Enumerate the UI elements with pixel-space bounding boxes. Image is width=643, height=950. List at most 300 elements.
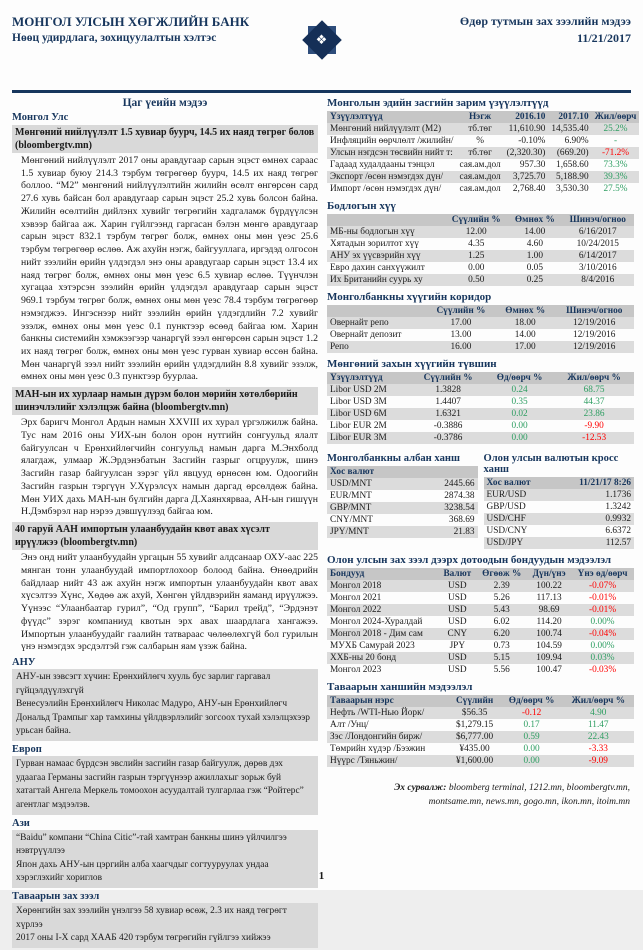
- table-cell: 0.00%: [590, 617, 615, 627]
- table-cell: 957.30: [519, 160, 546, 170]
- region-heading: Монгол Улс: [12, 112, 69, 123]
- table-cell: -0.3786: [433, 433, 463, 443]
- table-cell: 0.24: [511, 385, 528, 395]
- table-cell: 3/10/2016: [578, 263, 617, 273]
- column-header: Жил/өөрч %: [563, 695, 634, 707]
- table-cell: МБ-ны бодлогын хүү: [330, 227, 415, 237]
- sources-note: [327, 781, 634, 810]
- news-headline: МАН-ын их хурлаар намын дүрэм болон мөрийн хөтөлбөрийн шинэчлэлийг хэлэлцэж байна (bloombergtv.mn): [12, 387, 318, 415]
- table-row: [327, 743, 634, 755]
- table-cell: Төмрийн хүдэр /Бээжин: [330, 744, 426, 754]
- table-cell: Хятадын зорилтот хүү: [330, 239, 419, 249]
- table-cell: 12/19/2016: [573, 330, 616, 340]
- table-row: [327, 731, 634, 743]
- table-cell: Гадаад худалдааны тэнцэл: [330, 160, 435, 170]
- bank-logo-icon: [298, 16, 346, 64]
- bonds-table: [327, 568, 634, 676]
- official-fx-table: [327, 466, 478, 538]
- table-cell: 1.25: [468, 251, 485, 261]
- table-cell: 1.6321: [435, 409, 461, 419]
- table-cell: 117.13: [536, 593, 562, 603]
- table-cell: 0.00: [468, 263, 485, 273]
- table-cell: 112.57: [605, 538, 631, 548]
- table-cell: 0.00: [523, 744, 540, 754]
- table-cell: 3238.54: [444, 503, 475, 513]
- commodities-table: [327, 695, 634, 767]
- table-cell: 5.56: [493, 665, 510, 675]
- table-cell: 2.39: [493, 581, 510, 591]
- table-cell: USD: [448, 653, 467, 663]
- news-brief: Япон дахь АНУ-ын цэргийн алба хаагчдыг согтууруулах ундаа хэрэглэхийг хориглов: [16, 859, 269, 884]
- content-columns: [12, 96, 637, 950]
- econ-indicators-table: [327, 111, 639, 195]
- bonds-title: Олон улсын зах зээл дээрх дотоодын бондуудын мэдээлэл: [327, 554, 612, 566]
- table-cell: 1,658.60: [556, 160, 589, 170]
- table-cell: Монгол 2023: [330, 665, 382, 675]
- table-cell: 0.03%: [590, 653, 615, 663]
- column-header: Бондууд: [327, 568, 438, 580]
- table-cell: $1,279.15: [456, 720, 494, 730]
- table-cell: 100.22: [536, 581, 562, 591]
- table-cell: 4.90: [590, 708, 607, 718]
- news-brief-block: [12, 756, 318, 815]
- table-row: [327, 526, 478, 538]
- table-cell: 1.3242: [605, 502, 631, 512]
- table-cell: 13.00: [450, 330, 472, 340]
- table-row: [327, 514, 478, 526]
- table-cell: -0.01%: [588, 593, 617, 603]
- table-cell: 4.60: [526, 239, 543, 249]
- table-cell: 23.86: [583, 409, 605, 419]
- table-cell: 22.43: [587, 732, 609, 742]
- table-row: [327, 707, 634, 719]
- table-cell: 1.3828: [435, 385, 461, 395]
- table-cell: 68.75: [583, 385, 605, 395]
- table-row: [327, 317, 634, 329]
- region-heading: АНУ: [12, 656, 36, 668]
- table-cell: 11.47: [588, 720, 609, 730]
- table-cell: АНУ эх үүсвэрийн хүү: [330, 251, 421, 261]
- table-cell: 11,610.90: [508, 124, 546, 134]
- table-cell: EUR/MNT: [330, 491, 372, 501]
- table-cell: 5.15: [493, 653, 510, 663]
- column-header: [327, 305, 426, 317]
- table-cell: 0.00: [511, 421, 528, 431]
- table-cell: 1.1736: [605, 490, 631, 500]
- table-cell: 6.02: [493, 617, 510, 627]
- table-cell: 27.5%: [603, 184, 628, 194]
- table-cell: 2874.38: [444, 491, 475, 501]
- table-cell: %: [476, 136, 484, 146]
- table-cell: Монгол 2018: [330, 581, 382, 591]
- table-cell: USD/MNT: [330, 479, 372, 489]
- table-cell: USD: [448, 581, 467, 591]
- table-row: [484, 525, 635, 537]
- commodities-title: Таваарын ханшийн мэдээлэл: [327, 681, 473, 693]
- policy-rate-title: Бодлогын хүү: [327, 200, 396, 212]
- table-row: [327, 592, 634, 604]
- news-brief: АНУ-ын зэвсэгт хүчин: Ерөнхийлөгч хууль бус зарлиг гаргавал гүйцэлдүүлэхгүй: [16, 671, 271, 696]
- table-cell: Инфляцийн өөрчлөлт /жилийн/: [330, 136, 454, 146]
- table-cell: 100.47: [536, 665, 562, 675]
- official-fx-title: Монголбанкны албан ханш: [327, 453, 460, 464]
- table-row: [327, 274, 634, 286]
- column-header: Жил/өөрч %: [554, 372, 634, 384]
- table-row: [484, 489, 635, 501]
- table-cell: 12/19/2016: [573, 342, 616, 352]
- table-cell: 25.2%: [603, 124, 628, 134]
- table-cell: 6.20: [493, 629, 510, 639]
- region-heading: Европ: [12, 744, 42, 756]
- table-header-row: [327, 214, 634, 226]
- table-cell: 12/19/2016: [573, 318, 616, 328]
- table-row: [327, 238, 634, 250]
- table-row: [327, 159, 639, 171]
- table-cell: 5,188.90: [556, 172, 589, 182]
- table-cell: -12.53: [582, 433, 607, 443]
- table-cell: сая.ам.дол: [459, 160, 501, 170]
- bank-identity: [12, 14, 272, 44]
- table-header-row: [327, 695, 634, 707]
- table-row: [327, 171, 639, 183]
- table-cell: 0.00: [523, 756, 540, 766]
- table-cell: 2,768.40: [512, 184, 546, 194]
- table-header-row: [484, 477, 635, 489]
- table-row: [327, 719, 634, 731]
- table-cell: 39.3%: [603, 172, 628, 182]
- table-cell: 8/4/2016: [581, 275, 615, 285]
- table-row: [327, 755, 634, 767]
- column-header: Өгөөж %: [476, 568, 527, 580]
- table-cell: Мөнгөний нийлүүлэлт (М2): [330, 124, 442, 134]
- money-market-table: [327, 372, 634, 444]
- table-row: [327, 226, 634, 238]
- rate-corridor-table: [327, 305, 634, 353]
- column-header: Хос валют: [327, 466, 414, 478]
- table-cell: -0.04%: [588, 629, 617, 639]
- table-cell: -0.01%: [588, 605, 617, 615]
- cross-fx-table: [484, 477, 635, 549]
- table-cell: Монгол 2021: [330, 593, 382, 603]
- page-number: 1: [318, 870, 325, 882]
- table-cell: тб.төг: [468, 148, 492, 158]
- fx-section: [327, 449, 634, 549]
- table-row: [327, 640, 634, 652]
- table-cell: 17.00: [450, 318, 472, 328]
- table-cell: Libor USD 6M: [330, 409, 387, 419]
- region-heading: Таваарын зах зээл: [12, 891, 100, 903]
- column-header: 11/21/17 8:26: [553, 477, 634, 489]
- table-cell: 0.17: [523, 720, 540, 730]
- table-row: [327, 183, 639, 195]
- report-meta: [371, 14, 631, 46]
- table-cell: Евро дахин санхүүжилт: [330, 263, 425, 273]
- news-brief-block: [12, 903, 318, 948]
- table-cell: 368.69: [448, 515, 475, 525]
- table-header-row: [327, 111, 639, 123]
- column-header: Өд/өөрч %: [501, 695, 563, 707]
- column-header: Дүн/үнэ: [527, 568, 571, 580]
- column-header: 2017.10: [548, 111, 591, 123]
- table-cell: JPY/MNT: [330, 527, 369, 537]
- rate-corridor-title: Монголбанкны хүүгийн коридор: [327, 291, 492, 303]
- column-header: Сүүлийн: [449, 695, 501, 707]
- table-cell: Улсын нэгдсэн төсвийн нийт т:: [330, 148, 453, 158]
- table-cell: Нефть /WTI-Нью Йорк/: [330, 708, 425, 718]
- table-row: [327, 329, 634, 341]
- table-cell: 104.59: [536, 641, 562, 651]
- table-cell: -0.10%: [518, 136, 546, 146]
- table-cell: 98.69: [538, 605, 560, 615]
- table-row: [327, 408, 634, 420]
- column-header: Шинэч/огноо: [562, 214, 635, 226]
- table-cell: GBP/MNT: [330, 503, 372, 513]
- column-header: Шинэч/огноо: [554, 305, 634, 317]
- table-cell: CNY: [447, 629, 468, 639]
- table-header-row: [327, 372, 634, 384]
- commodities-section: [327, 681, 634, 767]
- bonds-section: [327, 554, 634, 676]
- table-row: [327, 616, 634, 628]
- column-header: Сүүлийн %: [426, 305, 496, 317]
- table-cell: 6/16/2017: [578, 227, 617, 237]
- department-name: Нөөц удирдлага, зохицуулалтын хэлтэс: [12, 32, 217, 44]
- table-row: [327, 580, 634, 592]
- column-header: Валют: [438, 568, 476, 580]
- table-cell: Зэс /Лондонгийн бирж/: [330, 732, 423, 742]
- news-brief: 2017 оны I-X сард ХААБ 420 тэрбум төгрөгийн гүйлгээ хийжээ: [16, 933, 271, 944]
- table-cell: 0.25: [526, 275, 543, 285]
- table-cell: 0.05: [526, 263, 543, 273]
- table-cell: 14.00: [514, 330, 536, 340]
- table-cell: -9.09: [588, 756, 608, 766]
- table-row: [327, 628, 634, 640]
- econ-indicators-section: [327, 97, 637, 195]
- table-header-row: [327, 466, 478, 478]
- column-header: Өмнөх %: [508, 214, 561, 226]
- table-cell: USD: [448, 665, 467, 675]
- table-cell: 109.94: [536, 653, 562, 663]
- table-cell: -0.03%: [588, 665, 617, 675]
- table-row: [484, 537, 635, 549]
- table-row: [327, 396, 634, 408]
- money-market-section: [327, 358, 634, 444]
- page-header: [12, 14, 631, 64]
- header-divider: [12, 90, 631, 93]
- table-cell: 6.6372: [605, 526, 631, 536]
- table-cell: Libor USD 3M: [330, 397, 387, 407]
- table-row: [327, 604, 634, 616]
- table-cell: 5.26: [493, 593, 510, 603]
- table-cell: Овернайт депозит: [330, 330, 402, 340]
- table-row: [327, 123, 639, 135]
- table-cell: 14,535.40: [551, 124, 589, 134]
- table-cell: -: [613, 136, 618, 146]
- cross-fx-block: [484, 449, 635, 549]
- column-header: Үнэ өд/өөрч: [571, 568, 634, 580]
- news-brief: Хөрөнгийн зах зээлийн үнэлгээ 58 хувиар өсөж, 2.3 их наяд төгрөгт хүрлээ: [16, 906, 287, 930]
- table-row: [327, 262, 634, 274]
- column-header: Өд/өөрч %: [485, 372, 554, 384]
- table-cell: ХХБ-ны 20 бонд: [330, 653, 397, 663]
- table-cell: Импорт /өсөн нэмэгдэх дүн/: [330, 184, 442, 194]
- table-cell: -0.3886: [433, 421, 463, 431]
- table-row: [327, 384, 634, 396]
- news-brief: “Baidu” компани “China Citic”-тай хамтран банкны шинэ үйлчилгээ нэвтрүүллээ: [16, 832, 287, 857]
- table-header-row: [327, 305, 634, 317]
- official-fx-block: [327, 449, 478, 549]
- news-groups: [12, 112, 318, 948]
- bank-name: МОНГОЛ УЛСЫН ХӨГЖЛИЙН БАНК: [12, 14, 250, 29]
- table-row: [327, 502, 478, 514]
- table-cell: Libor USD 2M: [330, 385, 387, 395]
- table-cell: Libor EUR 3M: [330, 433, 387, 443]
- report-date: 11/21/2017: [576, 31, 631, 45]
- table-cell: 2445.66: [444, 479, 475, 489]
- table-cell: CNY/MNT: [330, 515, 373, 525]
- table-cell: 5.43: [493, 605, 510, 615]
- table-cell: $6,777.00: [456, 732, 494, 742]
- table-row: [484, 513, 635, 525]
- column-header: Жил/өөрч: [592, 111, 640, 123]
- news-body: Энэ онд нийт улаанбуудайн ургацын 55 хувийг алдсанаар ОХУ-аас 225 мянган тонн улаанбуудай импортлохоор болоод байна. Өнөөдрийн байдлаар нийт 43 аж ахуйн нэгж импортын улаанбуудайн квот авах хүсэлтээ Хүнс, Хөдөө аж ахуй, Хөнгөн үйлдвэрийн яаманд ирүүлжээ. Үүнээс “Улаанбаатар гурил”, “Од групп”, “Барил трейд”, “Эрдэнэт фүүдс” зэрэг компаниуд квотын эрх авах шаардлага хангажээ. Импортын улаанбуудайг гаалийн татвараас чөлөөлөхгүй бол гурилын үнэ нэмэгдэх эрсдэлтэй гэж салбарын яам үзэж байна.: [21, 552, 318, 653]
- table-cell: Libor EUR 2M: [330, 421, 387, 431]
- table-cell: 114.20: [536, 617, 562, 627]
- column-header: Үзүүлэлтүүд: [327, 372, 411, 384]
- column-header: Сүүлийн %: [444, 214, 508, 226]
- table-cell: 4.35: [468, 239, 485, 249]
- table-cell: МУХБ Самурай 2023: [330, 641, 415, 651]
- table-row: [327, 135, 639, 147]
- table-cell: (2,320.30): [506, 148, 546, 158]
- table-cell: -9.90: [584, 421, 604, 431]
- table-cell: 44.37: [583, 397, 605, 407]
- table-cell: 3,530.30: [556, 184, 589, 194]
- table-cell: 14.00: [524, 227, 546, 237]
- table-cell: 10/24/2015: [576, 239, 619, 249]
- table-cell: -71.2%: [601, 148, 630, 158]
- table-cell: ¥1,600.00: [456, 756, 494, 766]
- table-row: [327, 490, 478, 502]
- sources-label: Эх сурвалж:: [394, 783, 447, 793]
- table-row: [327, 432, 634, 444]
- table-cell: Экспорт /өсөн нэмэгдэх дүн/: [330, 172, 444, 182]
- data-column: [327, 96, 637, 950]
- table-header-row: [327, 568, 634, 580]
- table-cell: 0.35: [511, 397, 528, 407]
- column-header: Сүүлийн %: [411, 372, 485, 384]
- table-cell: тб.төг: [468, 124, 492, 134]
- table-cell: 0.02: [511, 409, 528, 419]
- table-cell: GBP/USD: [486, 502, 526, 512]
- table-cell: 0.50: [468, 275, 485, 285]
- money-market-title: Мөнгөний захын хүүгийн түвшин: [327, 358, 497, 370]
- policy-rate-table: [327, 214, 634, 286]
- table-cell: Монгол 2018 - Дим сам: [330, 629, 423, 639]
- table-cell: 18.00: [514, 318, 536, 328]
- table-cell: 6/14/2017: [578, 251, 617, 261]
- sources-line1: bloomberg terminal, 1212.mn, bloombergtv.mn,: [448, 783, 630, 793]
- table-cell: сая.ам.дол: [459, 172, 501, 182]
- report-title: Өдөр тутмын зах зээлийн мэдээ: [459, 14, 631, 28]
- table-cell: Их Британийн суурь ху: [330, 275, 423, 285]
- table-row: [327, 341, 634, 353]
- news-body: Эрх баригч Монгол Ардын намын XXVIII их хурал үргэлжилж байна. Тус нам 2016 оны УИХ-ын болон орон нутгийн сонгуульд ялалт байгуулсан ч Ерөнхийлөгчийн сонгуульд намын дарга М.Энхболд ялагдаж, улмаар Ж.Эрдэнэбатын Засгийн газрыг огцруулж, шинэ Засгийн газар байгуулсан зэрэг үйл явцууд өрнөсөн юм. Одоогийн Засгийн газрын тэргүүн У.Хүрэлсүх намын даргад өрсөлдөж байна. Мөн УИХ дахь МАН-ын бүлгийн дарга Д.Хаянхярваа, АН-ын гишүүн Н.Дэмбэрэл нар нэрээ дэвшүүлээд байгаа юм.: [21, 417, 318, 518]
- column-header: Таваарын нэрс: [327, 695, 449, 707]
- table-row: [327, 147, 639, 159]
- table-cell: -3.33: [588, 744, 608, 754]
- table-row: [327, 652, 634, 664]
- news-headline: Мөнгөний нийлүүлэлт 1.5 хувиар буурч, 14.5 их наяд төгрөг болов (bloombergtv.mn): [12, 125, 318, 153]
- table-cell: 0.00%: [590, 641, 615, 651]
- table-cell: 6.90%: [564, 136, 589, 146]
- table-cell: Репо: [330, 342, 349, 352]
- table-cell: Монгол 2022: [330, 605, 382, 615]
- table-cell: USD: [448, 605, 467, 615]
- table-cell: USD/CNY: [486, 526, 528, 536]
- table-row: [327, 420, 634, 432]
- news-body: Мөнгөний нийлүүлэлт 2017 оны аравдугаар сарын эцэст өмнөх сараас 1.5 хувиар буюу 214.3 тэрбум төгрөгөөр буурч, 14.5 их наяд төгрөг боллоо. “М2” мөнгөний нийлүүлэлтийн жилийн өсөлт өнгөрсөн сард 27.6 хувь байсан бол аравдугаар сарын эцэст 25.2 хувь болсон байна. Жилийн өсөлтийн дийлэнх хувийг төгрөгийн хадгаламж бүрдүүлсэн хэвээр байгаа аж. Харин гүйлгээнд гаргасан бэлэн мөнгө аравдугаар сарын эцэст 832.1 тэрбум төгрөг болж, өмнөх оны мөн үеэс 25.6 тэрбум төгрөгөөр өслөө. Аж ахуйн нэгж, байгууллага, иргэдэд олгосон нийт зээлийн өрийн үлдэгдэл энэ оны аравдугаар сарын эцэст 13.4 их наяд төгрөг болж, өмнөх оны мөн үеэс 6.5 хувиар өслөө. Түүнчлэн хугацаа хэтэрсэн зээлийн өрийн үлдэгдэл аравдугаар сарын эцэст 969.1 тэрбум төгрөг болж, өмнөх оны мөн үеэс 78.4 тэрбум төгрөгөөр нэмэгджээ. Ингэснээр нийт зээлийн өрийн үлдэгдлийн 7.2 хувийг эзэлж, өмнөх оны мөн үеэс 0.1 пунктээр өсөөд байгаа юм. Харин банкны системийн хэмжээгээр чанаргүй зээл өнгөрсөн сарын эцэст 1.2 их наяд төгрөг болж, өмнөх оны мөн үеэс гурван хувиар өссөн байна. Мөн чанаргүй зээл нийт зээлийн өрийн үлдэгдлийн 8.8 хувийг эзэлж, өмнөх оны мөн үеэс 0.3 пунктээр буурлаа.: [21, 155, 318, 383]
- column-header: Өмнөх %: [496, 305, 555, 317]
- table-row: [484, 501, 635, 513]
- rate-corridor-section: [327, 291, 634, 353]
- column-header: 2016.10: [504, 111, 549, 123]
- table-row: [327, 664, 634, 676]
- table-cell: ¥435.00: [459, 744, 490, 754]
- table-cell: USD/CHF: [486, 514, 526, 524]
- table-cell: Овернайт репо: [330, 318, 389, 328]
- table-cell: 73.3%: [603, 160, 628, 170]
- table-cell: 0.73: [493, 641, 510, 651]
- sources-line2: montsame.mn, news.mn, gogo.mn, ikon.mn, itoim.mn: [428, 797, 630, 808]
- table-cell: -0.12: [521, 708, 542, 718]
- table-cell: 0.59: [523, 732, 540, 742]
- column-header: [327, 214, 444, 226]
- table-cell: USD: [448, 617, 467, 627]
- table-cell: (669.20): [556, 148, 589, 158]
- table-cell: USD/JPY: [486, 538, 524, 548]
- table-cell: 17.00: [514, 342, 536, 352]
- table-cell: 1.00: [526, 251, 543, 261]
- cross-fx-title: Олон улсын валютын кросс ханш: [483, 453, 619, 475]
- column-header: [414, 466, 477, 478]
- column-header: Үзүүлэлтүүд: [327, 111, 456, 123]
- table-cell: 21.83: [453, 527, 475, 537]
- table-cell: Монгол 2024-Хуралдай: [330, 617, 423, 627]
- table-cell: сая.ам.дол: [459, 184, 501, 194]
- table-cell: 1.4407: [435, 397, 461, 407]
- table-cell: Нүүрс /Тяньжин/: [330, 756, 398, 766]
- table-cell: USD: [448, 593, 467, 603]
- econ-indicators-title: Монголын эдийн засгийн зарим үзүүлэлтүүд: [327, 97, 549, 109]
- news-brief: Венесуэлийн Ерөнхийлөгч Николас Мадуро, АНУ-ын Ерөнхийлөгч Дональд Трампыг хар тамхины үйлдвэрлэлийг зогсоох тухай хэлэлцэхээр урьсан байна.: [16, 699, 310, 737]
- news-headline: 40 гаруй ААН импортын улаанбуудайн квот авах хүсэлт ирүүлжээ (bloombergtv.mn): [12, 522, 318, 550]
- policy-rate-section: [327, 200, 634, 286]
- table-cell: 12.00: [465, 227, 487, 237]
- news-column: [12, 96, 318, 950]
- table-cell: Алт /Унц/: [330, 720, 369, 730]
- column-header: Хос валют: [484, 477, 554, 489]
- table-cell: $56.35: [461, 708, 488, 718]
- logo-ornament-icon: ❖: [315, 32, 328, 48]
- news-brief: Гурван намаас бүрдсэн эвслийн засгийн газар байгуулж, дөрөв дэх удаагаа Германы засгийн газрын тэргүүнээр ажиллахыг зорьж буй хатагтай Ангела Меркель томоохон асуудалтай тулгарлаа гэж “Ройтерс” агентлаг мэдээлэв.: [16, 759, 304, 810]
- table-row: [327, 250, 634, 262]
- table-cell: -0.07%: [588, 581, 617, 591]
- news-section-title: Цаг үеийн мэдээ: [122, 97, 208, 109]
- table-cell: 3,725.70: [512, 172, 546, 182]
- table-cell: 16.00: [450, 342, 472, 352]
- table-cell: EUR/USD: [486, 490, 527, 500]
